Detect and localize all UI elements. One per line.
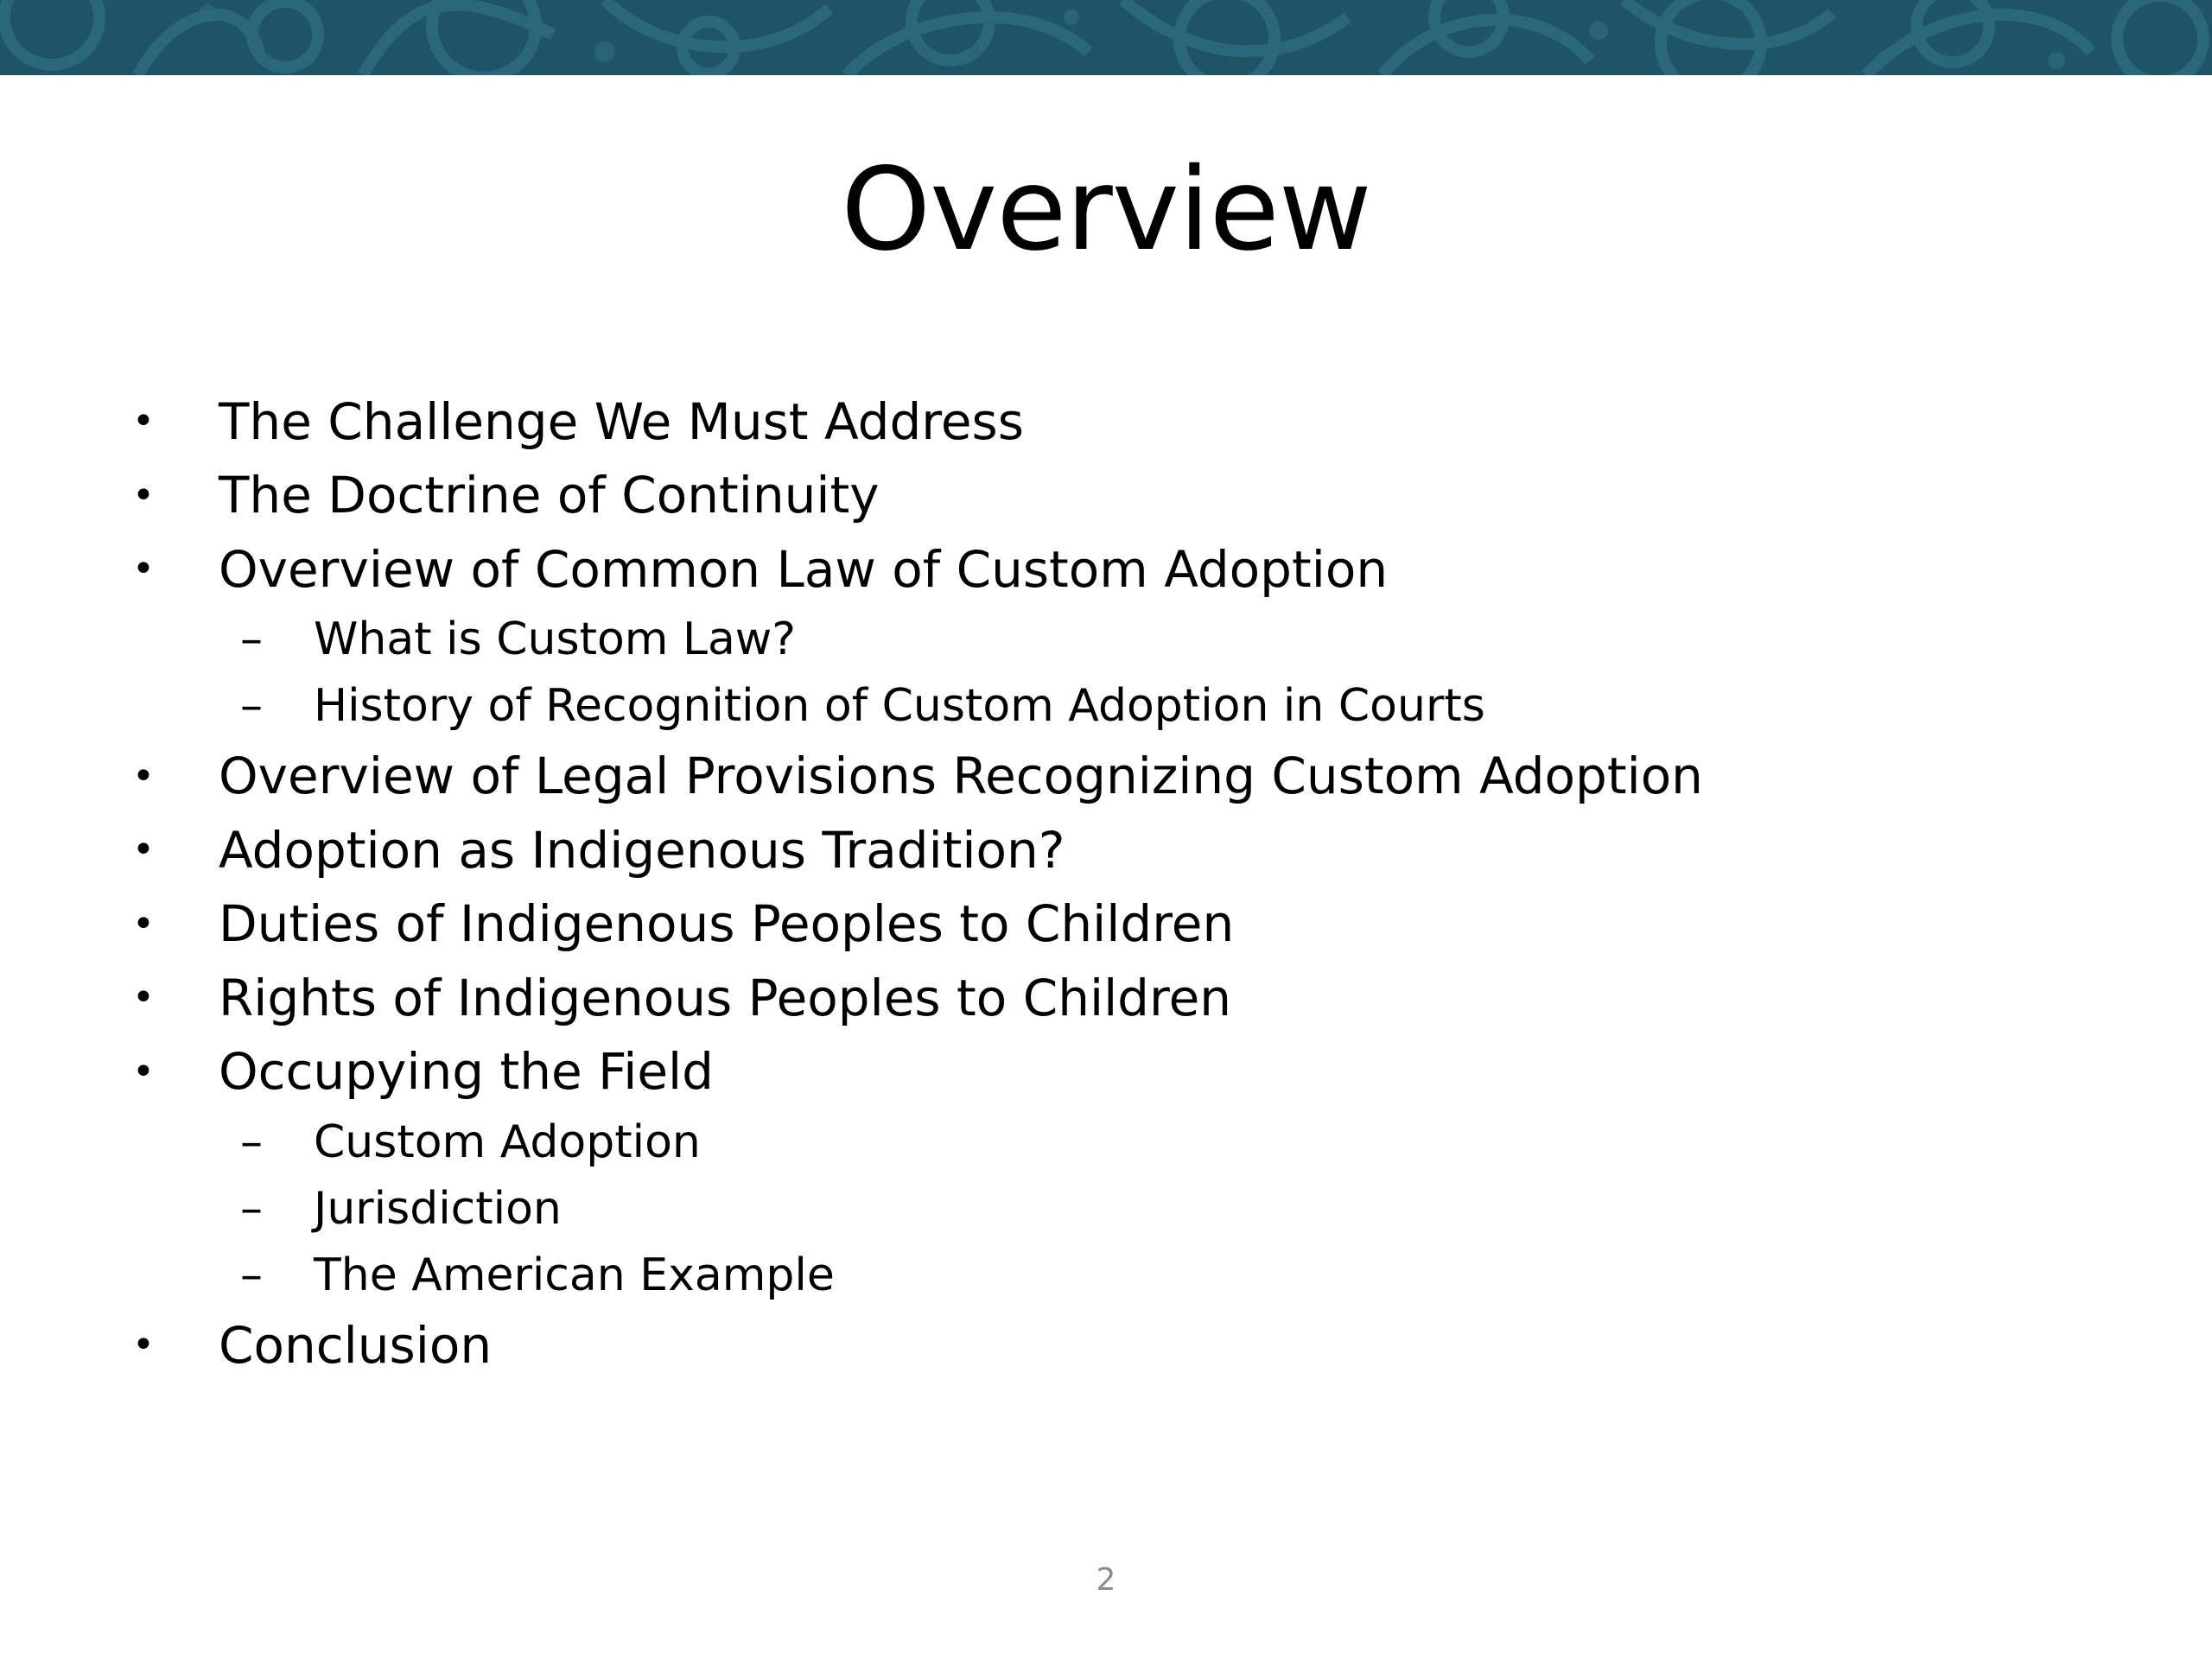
list-item xyxy=(130,887,1703,962)
list-item-text: Occupying the Field xyxy=(219,1042,714,1102)
list-item-text: The Doctrine of Continuity xyxy=(219,466,880,525)
page-number: 2 xyxy=(1096,1562,1116,1598)
sub-list-item xyxy=(130,1175,1703,1242)
list-item xyxy=(130,740,1703,814)
list-item xyxy=(130,385,1703,459)
list-item xyxy=(130,459,1703,533)
list-item-text: Overview of Legal Provisions Recognizing Custom Adoption xyxy=(219,747,1703,806)
bullet-icon: • xyxy=(132,1323,155,1368)
list-item-text: Adoption as Indigenous Tradition? xyxy=(219,820,1065,880)
sub-list-item-text: What is Custom Law? xyxy=(314,613,796,665)
decorative-banner xyxy=(0,0,2212,75)
list-item-text: Conclusion xyxy=(219,1315,493,1375)
sub-list-item-text: Jurisdiction xyxy=(314,1182,562,1235)
bullet-icon: • xyxy=(132,473,155,518)
dash-icon: – xyxy=(240,680,263,732)
bullet-icon: • xyxy=(132,901,155,946)
slide-title: Overview xyxy=(841,143,1371,276)
sub-list-item xyxy=(130,673,1703,740)
list-item xyxy=(130,532,1703,607)
bullet-icon: • xyxy=(132,399,155,444)
list-item xyxy=(130,1308,1703,1382)
dash-icon: – xyxy=(240,1116,263,1168)
bullet-icon: • xyxy=(132,547,155,592)
sub-list-item-text: Custom Adoption xyxy=(314,1116,701,1168)
sub-list-item xyxy=(130,607,1703,673)
sub-list-item-text: History of Recognition of Custom Adoption in Courts xyxy=(314,680,1485,732)
list-item xyxy=(130,1035,1703,1109)
dash-icon: – xyxy=(240,1249,263,1301)
bullet-list xyxy=(130,385,1703,1382)
list-item-text: The Challenge We Must Address xyxy=(219,391,1024,451)
list-item xyxy=(130,813,1703,887)
list-item-text: Overview of Common Law of Custom Adoption xyxy=(219,539,1389,599)
bullet-icon: • xyxy=(132,976,155,1020)
bullet-icon: • xyxy=(132,828,155,873)
list-item-text: Rights of Indigenous Peoples to Children xyxy=(219,968,1232,1027)
dash-icon: – xyxy=(240,1182,263,1235)
list-item xyxy=(130,961,1703,1035)
list-item-text: Duties of Indigenous Peoples to Children xyxy=(219,894,1235,954)
sub-list-item xyxy=(130,1242,1703,1308)
bullet-icon: • xyxy=(132,753,155,798)
dash-icon: – xyxy=(240,613,263,665)
sub-list-item xyxy=(130,1109,1703,1175)
swirl-pattern-icon xyxy=(0,0,2212,75)
sub-list-item-text: The American Example xyxy=(314,1249,835,1301)
bullet-icon: • xyxy=(132,1049,155,1094)
